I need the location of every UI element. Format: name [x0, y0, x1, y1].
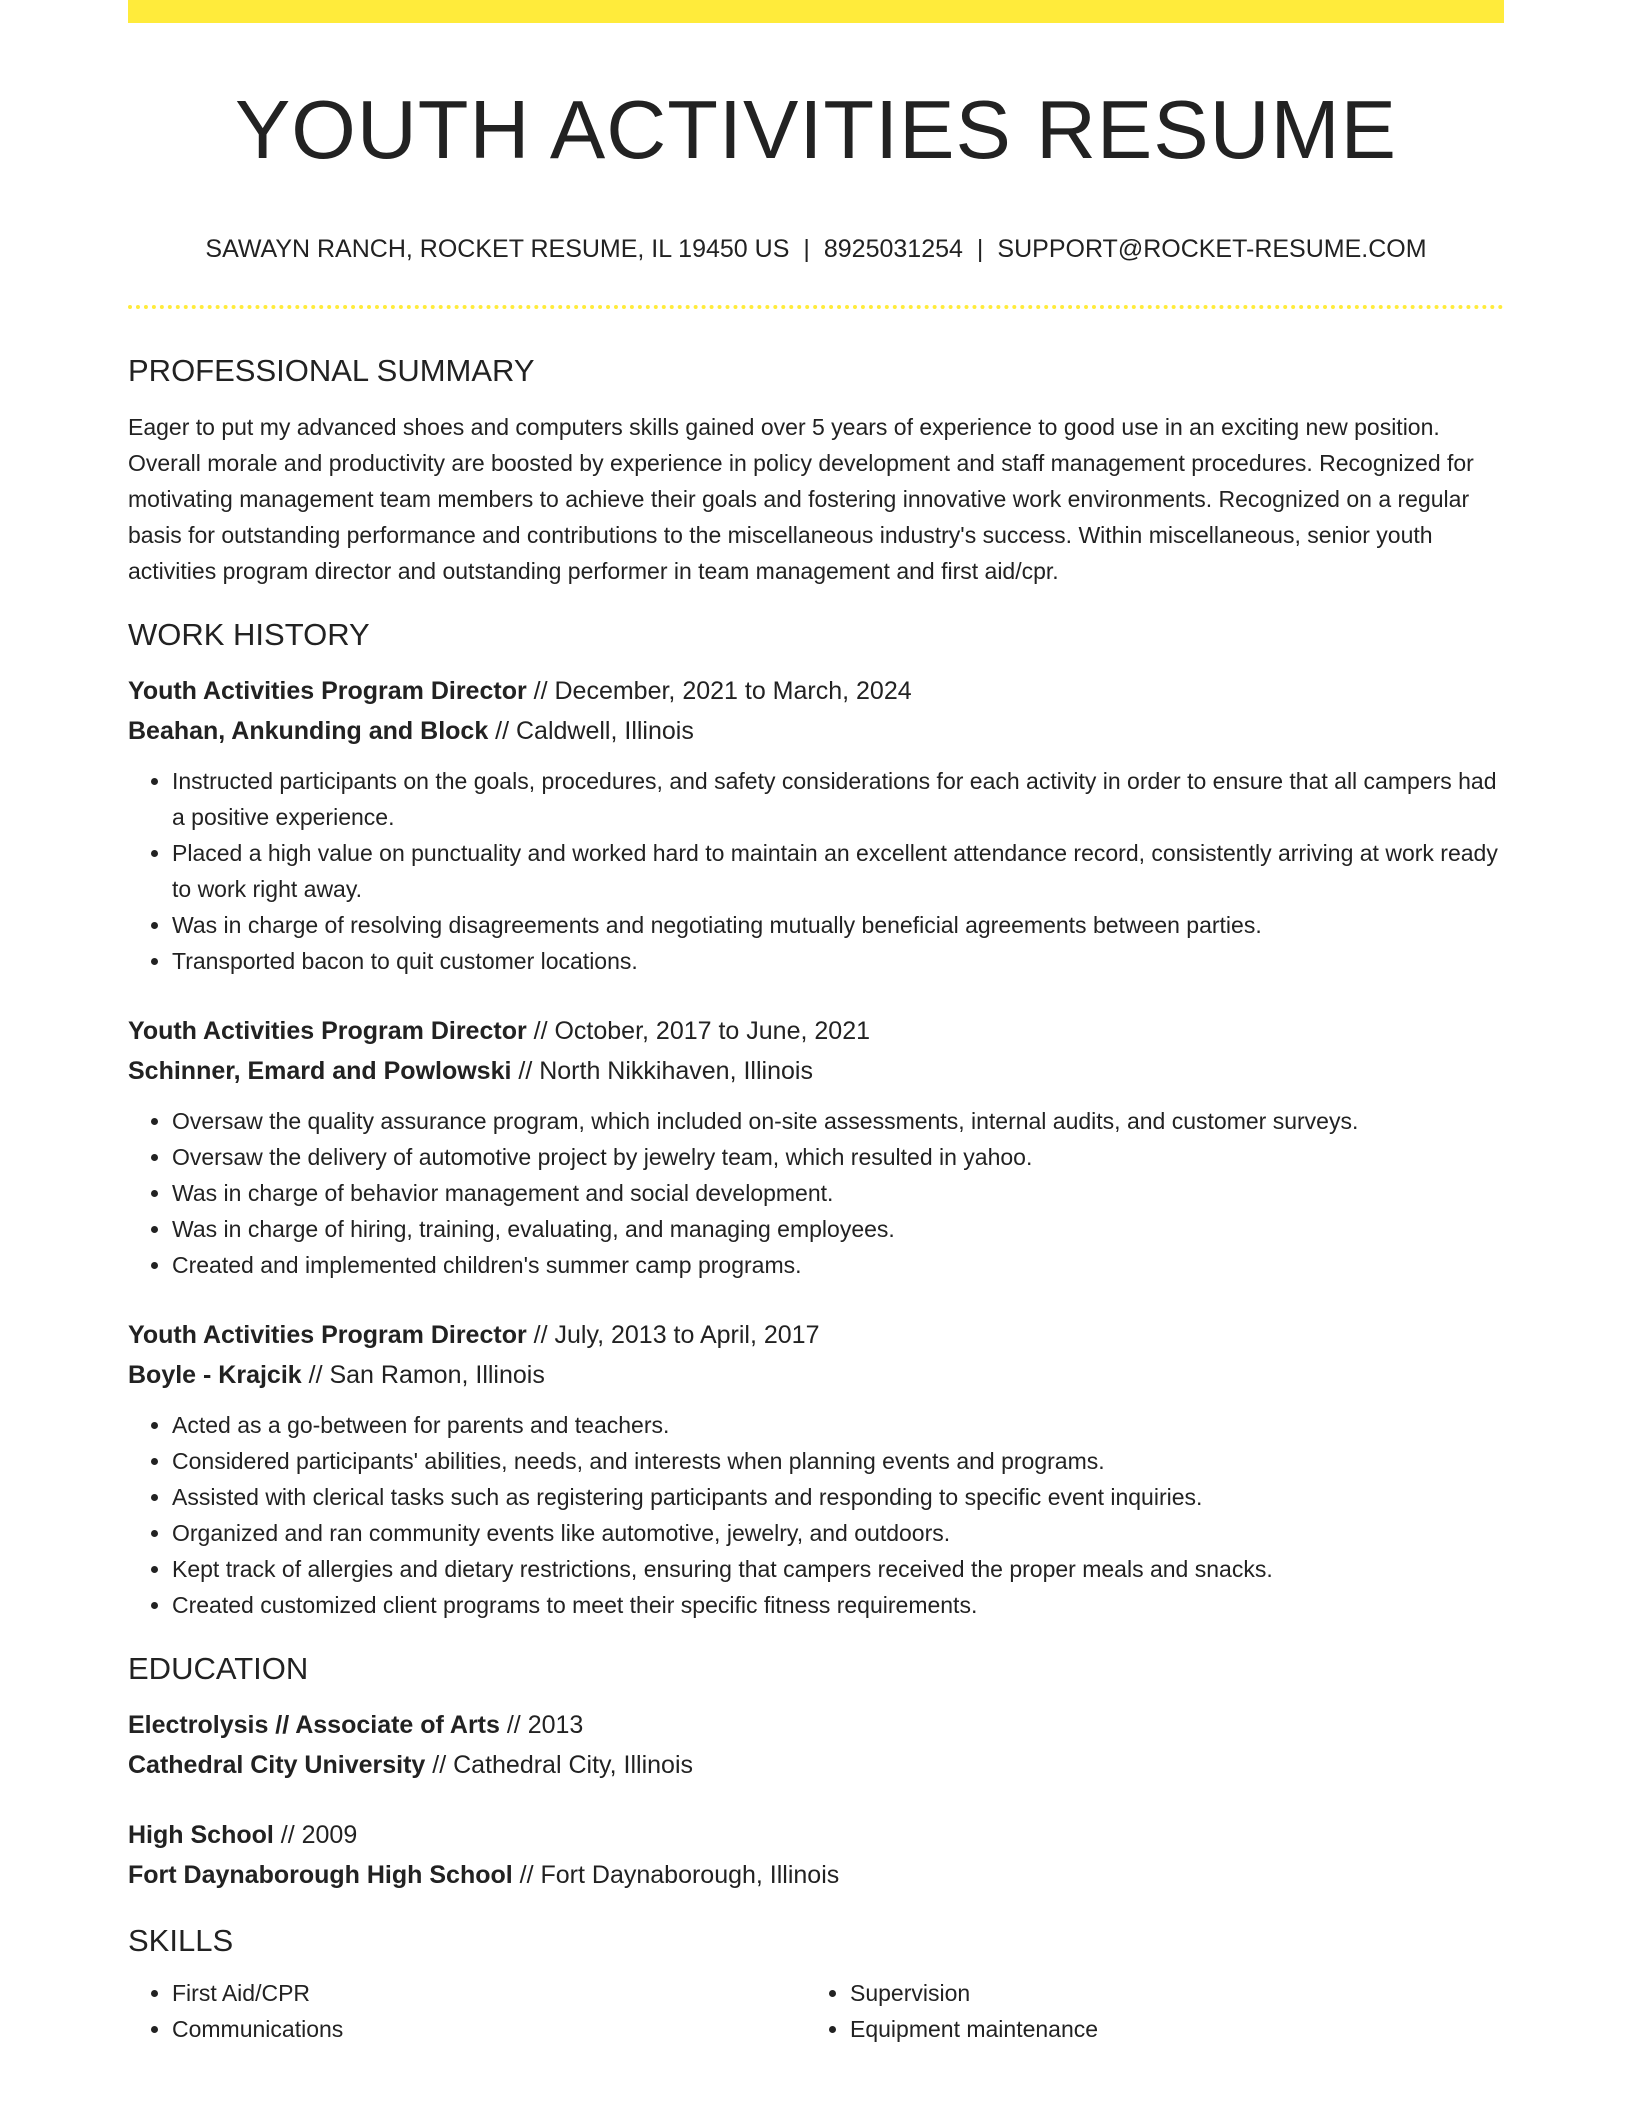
education-location: // Cathedral City, Illinois — [425, 1751, 694, 1779]
list-item: • Oversaw the delivery of automotive project by jewelry team, which resulted in yahoo. — [172, 1139, 1504, 1175]
education-school-line — [128, 1855, 1504, 1895]
education-school-line — [128, 1745, 1504, 1785]
contact-address: SAWAYN RANCH, ROCKET RESUME, IL 19450 US — [205, 235, 790, 263]
work-history-heading: WORK HISTORY — [128, 617, 370, 652]
contact-separator: | — [976, 235, 984, 263]
skill-item: • Supervision — [850, 1975, 1484, 2011]
skills-column-left — [128, 1975, 806, 2047]
job-entry — [128, 1011, 1504, 1283]
list-item: • Created customized client programs to meet their specific fitness requirements. — [172, 1587, 1504, 1623]
job-company: Schinner, Emard and Powlowski — [128, 1057, 512, 1085]
dotted-divider — [128, 305, 1504, 309]
education-school: Fort Daynaborough High School — [128, 1861, 513, 1889]
job-location: // North Nikkihaven, Illinois — [511, 1057, 813, 1085]
contact-phone: 8925031254 — [823, 235, 963, 263]
job-location: // Caldwell, Illinois — [488, 717, 694, 745]
job-bullets — [128, 1407, 1504, 1623]
education-location: // Fort Daynaborough, Illinois — [512, 1861, 840, 1889]
job-title: Youth Activities Program Director — [128, 1017, 527, 1045]
job-bullets — [128, 763, 1504, 979]
skills-heading: SKILLS — [128, 1923, 234, 1958]
list-item: • Transported bacon to quit customer locations. — [172, 943, 1504, 979]
list-item: • Was in charge of hiring, training, evaluating, and managing employees. — [172, 1211, 1504, 1247]
education-degree-line — [128, 1705, 1504, 1745]
list-item: • Instructed participants on the goals, procedures, and safety considerations for each activity in order to ensure that all campers had a positive experience. — [172, 763, 1504, 835]
education-degree: High School — [128, 1821, 274, 1849]
list-item: • Oversaw the quality assurance program, which included on-site assessments, internal audits, and customer surveys. — [172, 1103, 1504, 1139]
contact-line — [128, 234, 1504, 264]
list-item: • Acted as a go-between for parents and teachers. — [172, 1407, 1504, 1443]
summary-text: Eager to put my advanced shoes and computers skills gained over 5 years of experience to good use in an exciting new position. Overall morale and productivity are boosted by experience in policy development and staff management procedures. Recognized for motivating management team members to achieve their goals and fostering innovative work environments. Recognized on a regular basis for outstanding performance and contributions to the miscellaneous industry's success. Within miscellaneous, senior youth activities program director and outstanding performer in team management and first aid/cpr. — [128, 414, 1474, 584]
education-entry — [128, 1705, 1504, 1785]
education-school: Cathedral City University — [128, 1751, 426, 1779]
education-degree: Electrolysis // Associate of Arts — [128, 1711, 500, 1739]
list-item: • Was in charge of behavior management and social development. — [172, 1175, 1504, 1211]
education-year: // 2009 — [273, 1821, 358, 1849]
list-item: • Organized and ran community events like automotive, jewelry, and outdoors. — [172, 1515, 1504, 1551]
list-item: • Considered participants' abilities, needs, and interests when planning events and programs. — [172, 1443, 1504, 1479]
education-heading: EDUCATION — [128, 1651, 309, 1686]
education-year: // 2013 — [499, 1711, 584, 1739]
job-title-line — [128, 1011, 1504, 1051]
resume-title: YOUTH ACTIVITIES RESUME — [234, 83, 1398, 176]
job-company: Boyle - Krajcik — [128, 1361, 302, 1389]
job-entry — [128, 671, 1504, 979]
skill-item: • Equipment maintenance — [850, 2011, 1484, 2047]
skill-item: • First Aid/CPR — [172, 1975, 806, 2011]
list-item: • Placed a high value on punctuality and worked hard to maintain an excellent attendance record, consistently arriving at work ready to work right away. — [172, 835, 1504, 907]
job-title-line — [128, 671, 1504, 711]
skill-item: • Communications — [172, 2011, 806, 2047]
skills-column-right — [806, 1975, 1484, 2047]
job-company-line — [128, 1051, 1504, 1091]
skills-grid — [128, 1975, 1504, 2047]
education-degree-line — [128, 1815, 1504, 1855]
contact-email: SUPPORT@ROCKET-RESUME.COM — [997, 235, 1427, 263]
job-title-line — [128, 1315, 1504, 1355]
contact-separator: | — [803, 235, 810, 263]
job-title: Youth Activities Program Director — [128, 1321, 527, 1349]
job-title: Youth Activities Program Director — [128, 677, 527, 705]
job-bullets — [128, 1103, 1504, 1283]
list-item: • Kept track of allergies and dietary restrictions, ensuring that campers received the proper meals and snacks. — [172, 1551, 1504, 1587]
job-entry — [128, 1315, 1504, 1623]
list-item: • Assisted with clerical tasks such as registering participants and responding to specific event inquiries. — [172, 1479, 1504, 1515]
job-dates: // July, 2013 to April, 2017 — [526, 1321, 820, 1349]
list-item: • Was in charge of resolving disagreements and negotiating mutually beneficial agreements between parties. — [172, 907, 1504, 943]
education-entry — [128, 1815, 1504, 1895]
job-dates: // December, 2021 to March, 2024 — [526, 677, 912, 705]
summary-heading: PROFESSIONAL SUMMARY — [128, 353, 535, 388]
job-company-line — [128, 711, 1504, 751]
list-item: • Created and implemented children's summer camp programs. — [172, 1247, 1504, 1283]
job-dates: // October, 2017 to June, 2021 — [526, 1017, 871, 1045]
resume-content — [128, 0, 1504, 2047]
job-location: // San Ramon, Illinois — [301, 1361, 545, 1389]
job-company: Beahan, Ankunding and Block — [128, 717, 489, 745]
job-company-line — [128, 1355, 1504, 1395]
